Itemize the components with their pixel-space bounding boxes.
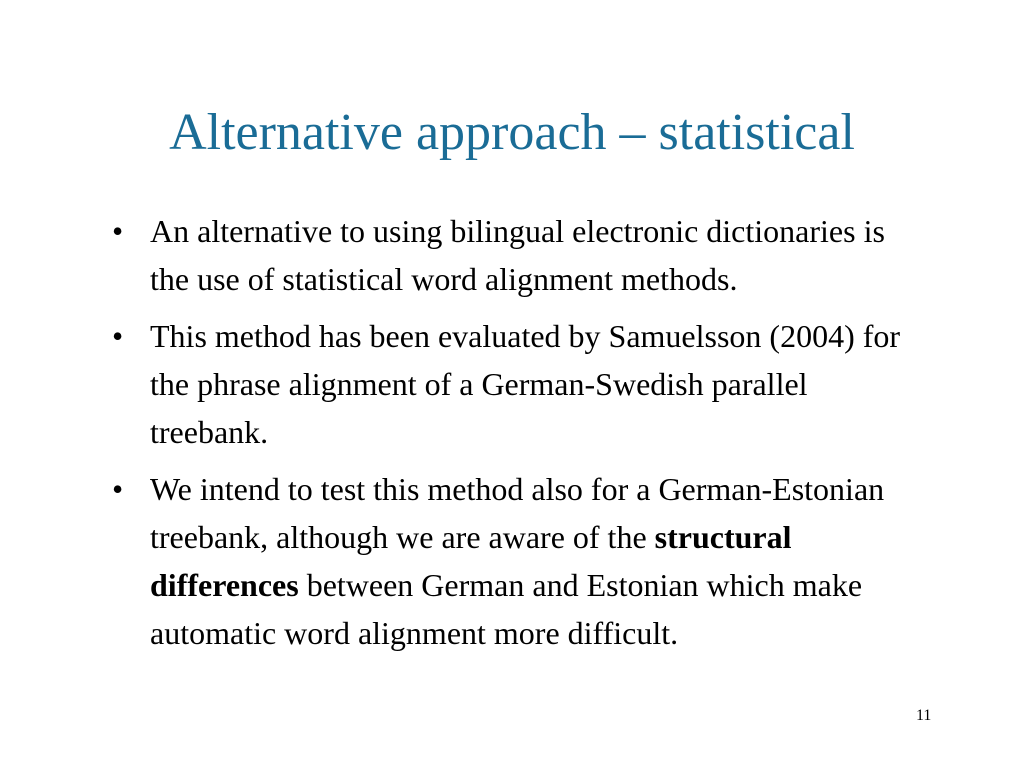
slide-number: 11 bbox=[916, 707, 932, 724]
bullet-marker: • bbox=[112, 318, 124, 354]
bullet-item bbox=[112, 207, 902, 303]
bullet-text-bold: structural differences bbox=[150, 519, 792, 603]
bullet-marker: • bbox=[112, 471, 124, 507]
bullet-text-before: We intend to test this method also for a German-Estonian treebank, although we are aware of the bbox=[150, 471, 885, 555]
bullet-marker: • bbox=[112, 213, 124, 249]
bullet-text: An alternative to using bilingual electronic dictionaries is the use of statistical word alignment methods. bbox=[150, 213, 885, 297]
bullet-text: This method has been evaluated by Samuelsson (2004) for the phrase alignment of a German-Swedish parallel treebank. bbox=[150, 318, 901, 450]
bullet-item bbox=[112, 312, 902, 456]
bullet-item bbox=[112, 465, 902, 657]
bullet-text-after: between German and Estonian which make automatic word alignment more difficult. bbox=[150, 567, 863, 651]
slide-title: Alternative approach – statistical bbox=[169, 104, 855, 161]
bullet-text bbox=[150, 471, 884, 651]
bullet-list bbox=[112, 207, 902, 666]
